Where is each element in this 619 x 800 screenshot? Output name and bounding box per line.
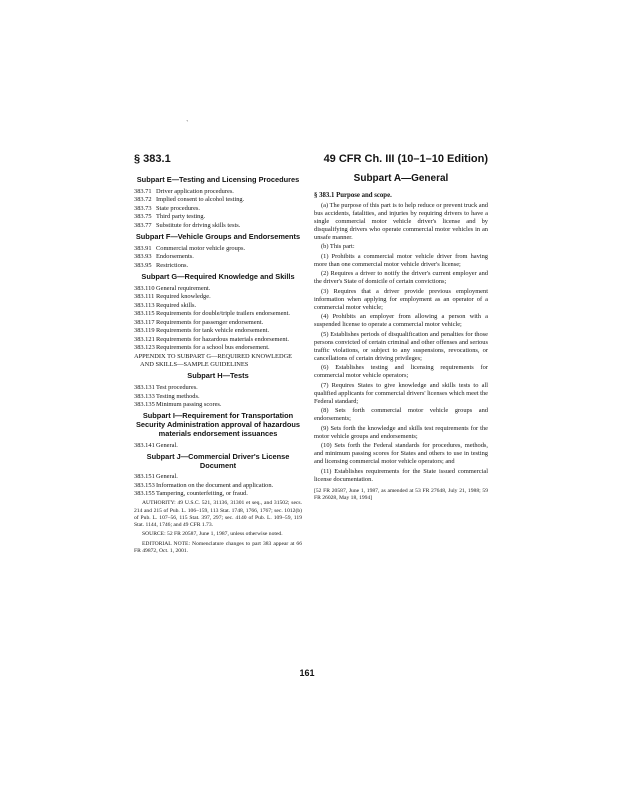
toc-entry-title: Endorsements. — [156, 253, 194, 261]
toc-entry — [134, 401, 302, 409]
toc-entry — [134, 213, 302, 221]
toc-entry — [134, 302, 302, 310]
subpart-h-list — [134, 384, 302, 409]
toc-entry-title: Requirements for a school bus endorsement. — [156, 344, 270, 352]
page-header — [134, 153, 488, 167]
section-paragraph: (7) Requires States to give knowledge and skills tests to all qualified applicants for commercial drivers' licenses which meet the Federal standard; — [314, 381, 488, 405]
section-paragraph: (6) Establishes testing and licensing requirements for commercial motor vehicle operators; — [314, 364, 488, 380]
toc-entry-title: Third party testing. — [156, 213, 206, 221]
section-body — [314, 202, 488, 484]
subpart-a-column — [314, 173, 488, 503]
toc-entry-title: Commercial motor vehicle groups. — [156, 244, 246, 252]
toc-entry — [134, 222, 302, 230]
section-paragraph: (9) Sets forth the knowledge and skills test requirements for the motor vehicle groups and endorsements; — [314, 424, 488, 440]
toc-entry-number: 383.110 — [134, 284, 155, 292]
toc-entry-title: State procedures. — [156, 204, 201, 212]
section-paragraph: (1) Prohibits a commercial motor vehicle driver from having more than one commercial motor vehicle driver's license; — [314, 252, 488, 268]
source-note: SOURCE: 52 FR 20587, June 1, 1987, unless otherwise noted. — [142, 531, 283, 538]
toc-entry-number: 383.72 — [134, 196, 152, 204]
section-paragraph: (5) Establishes periods of disqualification and penalties for those persons convicted of certain criminal and other offenses and serious traffic violations, or subject to any suspensions, revocations, or cancellations of certain driving privileges; — [314, 330, 488, 362]
toc-entry — [134, 393, 302, 401]
toc-entry — [134, 310, 302, 318]
subpart-a-heading: Subpart A—General — [353, 173, 449, 184]
toc-entry — [134, 490, 302, 498]
toc-entry — [134, 384, 302, 392]
toc-entry — [134, 344, 302, 352]
section-paragraph: (b) This part: — [321, 243, 355, 251]
toc-entry — [134, 482, 302, 490]
subpart-i-heading: Subpart I—Requirement for Transportation Security Administration approval of hazardous materials endorsement issuances — [136, 411, 300, 438]
toc-entry-number: 383.153 — [134, 481, 155, 489]
toc-entry — [134, 253, 302, 261]
toc-column — [134, 173, 302, 557]
scan-mark: ` — [186, 119, 189, 128]
toc-entry-title: Tampering, counterfeiting, or fraud. — [156, 490, 248, 498]
toc-entry-number: 383.75 — [134, 213, 152, 221]
toc-entry-number: 383.71 — [134, 187, 152, 195]
section-paragraph: (8) Sets forth commercial motor vehicle groups and endorsements; — [314, 407, 488, 423]
toc-entry — [134, 336, 302, 344]
subpart-j-list — [134, 473, 302, 498]
subpart-f-heading: Subpart F—Vehicle Groups and Endorsements — [135, 231, 301, 241]
toc-entry-number: 383.113 — [134, 301, 155, 309]
toc-entry-number: 383.135 — [134, 401, 155, 408]
toc-entry — [134, 245, 302, 253]
volume-title: 49 CFR Ch. III (10–1–10 Edition) — [323, 153, 488, 165]
subpart-e-list — [134, 188, 302, 230]
page-number: 161 — [299, 668, 315, 678]
toc-entry-number: 383.141 — [134, 441, 155, 449]
toc-entry-title: General. — [156, 473, 178, 481]
toc-entry-number: 383.117 — [134, 318, 155, 326]
toc-entry — [134, 327, 302, 335]
section-paragraph: (2) Requires a driver to notify the driver's current employer and the driver's State of domicile of certain convictions; — [314, 270, 488, 286]
authority-note: AUTHORITY: 49 U.S.C. 521, 31136, 31301 et seq., and 31502; secs. 214 and 215 of Pub. L. 106–159, 113 Stat. 1748, 1766, 1767; sec. 1012(b) of Pub. L. 107–56, 115 Stat. 397, 297; sec. 4140 of Pub. L. 109–59, 119 Stat. 1144, 1746; and 49 CFR 1.73. — [134, 500, 302, 529]
section-mark: § 383.1 — [134, 153, 171, 165]
toc-entry-number: 383.133 — [134, 392, 155, 400]
toc-entry-number: 383.91 — [134, 244, 152, 252]
subpart-f-list — [134, 245, 302, 270]
toc-entry-title: Requirements for double/triple trailers endorsement. — [156, 310, 290, 318]
toc-entry-number: 383.115 — [134, 310, 155, 318]
toc-entry-number: 383.95 — [134, 261, 152, 269]
section-paragraph: (3) Requires that a driver provide previous employment information when applying for employment as an operator of a commercial motor vehicle; — [314, 287, 488, 311]
toc-entry-title: Restrictions. — [156, 261, 189, 269]
toc-entry-number: 383.131 — [134, 384, 155, 391]
toc-entry-number: 383.111 — [134, 293, 155, 301]
subpart-g-list — [134, 285, 302, 353]
toc-entry — [134, 293, 302, 301]
toc-entry — [134, 442, 302, 450]
appendix-entry: APPENDIX TO SUBPART G—REQUIRED KNOWLEDGE AND SKILLS—SAMPLE GUIDELINES — [134, 353, 293, 369]
toc-entry — [134, 205, 302, 213]
toc-entry-number: 383.119 — [134, 327, 155, 335]
toc-entry-number: 383.123 — [134, 344, 155, 352]
toc-entry-number: 383.77 — [134, 221, 152, 229]
toc-entry-title: Requirements for hazardous materials endorsement. — [156, 335, 289, 343]
toc-entry-title: Testing methods. — [156, 392, 200, 400]
toc-entry-title: Driver application procedures. — [156, 187, 234, 195]
subpart-j-heading: Subpart J—Commercial Driver's License Document — [146, 451, 290, 470]
toc-entry — [134, 188, 302, 196]
toc-entry-title: Information on the document and application. — [156, 481, 274, 489]
toc-entry — [134, 262, 302, 270]
toc-entry-title: Requirements for tank vehicle endorsement. — [156, 327, 270, 335]
section-paragraph: (10) Sets forth the Federal standards for procedures, methods, and minimum passing scores for States and others to use in testing and licensing commercial motor vehicle operators; and — [314, 442, 488, 466]
toc-entry-number: 383.121 — [134, 335, 155, 343]
toc-entry-title: Required skills. — [156, 301, 197, 309]
toc-entry — [134, 473, 302, 481]
toc-entry-title: Required knowledge. — [156, 293, 211, 301]
toc-entry-title: General requirement. — [156, 284, 211, 292]
toc-entry-number: 383.93 — [134, 253, 152, 261]
toc-entry-number: 383.151 — [134, 473, 155, 481]
subpart-i-list — [134, 442, 302, 450]
toc-entry — [134, 196, 302, 204]
section-paragraph: (11) Establishes requirements for the State issued commercial license documentation. — [314, 467, 488, 483]
section-paragraph: (a) The purpose of this part is to help reduce or prevent truck and bus accidents, fatalities, and injuries by requiring drivers to have a single commercial motor vehicle driver's license and by disqualifying drivers who operate commercial motor vehicles in an unsafe manner. — [314, 201, 488, 241]
toc-entry — [134, 285, 302, 293]
section-heading: § 383.1 Purpose and scope. — [314, 191, 392, 199]
toc-entry — [134, 319, 302, 327]
toc-entry-title: General. — [156, 441, 178, 449]
subpart-g-heading: Subpart G—Required Knowledge and Skills — [141, 271, 295, 281]
subpart-h-heading: Subpart H—Tests — [187, 371, 249, 381]
toc-entry-title: Implied consent to alcohol testing. — [156, 196, 245, 204]
editorial-note: EDITORIAL NOTE: Nomenclature changes to part 383 appear at 66 FR 49872, Oct. 1, 2001. — [134, 540, 302, 554]
toc-entry-title: Requirements for passenger endorsement. — [156, 318, 264, 326]
toc-entry-title: Minimum passing scores. — [156, 401, 222, 408]
toc-entry-number: 383.155 — [134, 490, 155, 498]
toc-entry-number: 383.73 — [134, 204, 152, 212]
section-paragraph: (4) Prohibits an employer from allowing a person with a suspended license to operate a commercial motor vehicle; — [314, 313, 488, 329]
toc-entry-title: Test procedures. — [156, 384, 198, 391]
source-citation: [52 FR 20587, June 1, 1987, as amended at 53 FR 27648, July 21, 1988; 59 FR 26028, May 18, 1994] — [314, 487, 488, 502]
subpart-e-heading: Subpart E—Testing and Licensing Procedures — [136, 175, 300, 184]
toc-entry-title: Substitute for driving skills tests. — [156, 221, 241, 229]
